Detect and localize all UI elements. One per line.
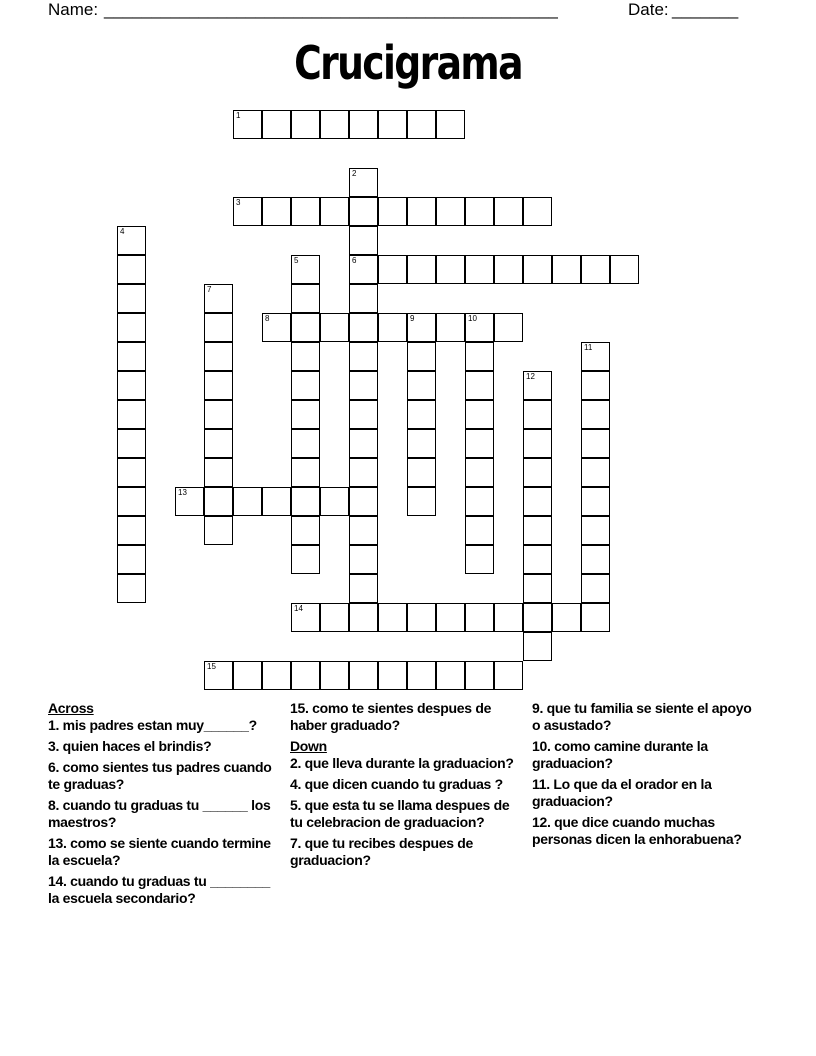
- crossword-cell[interactable]: [581, 371, 610, 400]
- crossword-cell[interactable]: [494, 255, 523, 284]
- crossword-cell[interactable]: [320, 603, 349, 632]
- crossword-cell[interactable]: [465, 516, 494, 545]
- crossword-cell[interactable]: [291, 197, 320, 226]
- crossword-cell[interactable]: [378, 197, 407, 226]
- crossword-cell[interactable]: [320, 110, 349, 139]
- crossword-cell[interactable]: [291, 603, 320, 632]
- clue-number: 11: [584, 343, 593, 352]
- crossword-cell[interactable]: [349, 545, 378, 574]
- crossword-cell[interactable]: [581, 574, 610, 603]
- clue-number: 9: [410, 314, 415, 323]
- across-clue-15: 15. como te sientes despues de haber graduado?: [290, 700, 492, 733]
- crossword-cell[interactable]: [349, 313, 378, 342]
- crossword-cell[interactable]: [581, 545, 610, 574]
- crossword-cell[interactable]: [436, 603, 465, 632]
- crossword-cell[interactable]: [233, 487, 262, 516]
- crossword-cell[interactable]: [465, 313, 494, 342]
- crossword-cell[interactable]: [117, 516, 146, 545]
- crossword-cell[interactable]: [436, 197, 465, 226]
- crossword-cell[interactable]: [494, 661, 523, 690]
- crossword-cell[interactable]: [320, 197, 349, 226]
- crossword-cell[interactable]: [291, 429, 320, 458]
- crossword-cell[interactable]: [581, 516, 610, 545]
- down-heading: Down: [290, 738, 327, 754]
- crossword-cell[interactable]: [610, 255, 639, 284]
- clue-column-1: [48, 700, 278, 911]
- crossword-cell[interactable]: [233, 110, 262, 139]
- name-label: Name:: [48, 0, 99, 19]
- clue-number: 14: [294, 604, 303, 613]
- crossword-cell[interactable]: [407, 110, 436, 139]
- crossword-cell[interactable]: [204, 661, 233, 690]
- crossword-cell[interactable]: [117, 342, 146, 371]
- crossword-cell[interactable]: [291, 371, 320, 400]
- crossword-cell[interactable]: [436, 661, 465, 690]
- page-title: Crucigrama: [294, 36, 522, 90]
- crossword-cell[interactable]: [581, 603, 610, 632]
- crossword-cell[interactable]: [204, 313, 233, 342]
- clue-number: 13: [178, 488, 187, 497]
- crossword-cell[interactable]: [465, 400, 494, 429]
- crossword-cell[interactable]: [465, 342, 494, 371]
- crossword-cell[interactable]: [523, 371, 552, 400]
- crossword-cell[interactable]: [523, 429, 552, 458]
- crossword-cell[interactable]: [291, 545, 320, 574]
- crossword-cell[interactable]: [407, 342, 436, 371]
- date-label: Date:: [628, 0, 669, 19]
- crossword-cell[interactable]: [291, 487, 320, 516]
- crossword-cell[interactable]: [523, 197, 552, 226]
- crossword-cell[interactable]: [494, 197, 523, 226]
- crossword-cell[interactable]: [291, 284, 320, 313]
- crossword-cell[interactable]: [349, 487, 378, 516]
- crossword-cell[interactable]: [349, 400, 378, 429]
- crossword-cell[interactable]: [465, 545, 494, 574]
- down-clue-4: 4. que dicen cuando tu graduas ?: [290, 776, 503, 792]
- clue-number: 10: [468, 314, 477, 323]
- crossword-cell[interactable]: [523, 487, 552, 516]
- crossword-cell[interactable]: [204, 400, 233, 429]
- across-heading: Across: [48, 700, 94, 716]
- crossword-cell[interactable]: [407, 487, 436, 516]
- clue-number: 4: [120, 227, 125, 236]
- crossword-cell[interactable]: [175, 487, 204, 516]
- crossword-cell[interactable]: [581, 458, 610, 487]
- crossword-cell[interactable]: [581, 429, 610, 458]
- crossword-cell[interactable]: [262, 110, 291, 139]
- crossword-cell[interactable]: [407, 255, 436, 284]
- crossword-cell[interactable]: [262, 661, 291, 690]
- crossword-cell[interactable]: [320, 661, 349, 690]
- crossword-cell[interactable]: [523, 574, 552, 603]
- down-clue-9: 9. que tu familia se siente el apoyo o asustado?: [532, 700, 752, 733]
- clue-number: 5: [294, 256, 299, 265]
- down-clue-7: 7. que tu recibes despues de graduacion?: [290, 835, 474, 868]
- crossword-cell[interactable]: [378, 603, 407, 632]
- crossword-cell[interactable]: [523, 603, 552, 632]
- clue-number: 6: [352, 256, 357, 265]
- crossword-cell[interactable]: [320, 487, 349, 516]
- crossword-cell[interactable]: [407, 661, 436, 690]
- crossword-cell[interactable]: [204, 284, 233, 313]
- crossword-cell[interactable]: [407, 313, 436, 342]
- crossword-cell[interactable]: [436, 110, 465, 139]
- crossword-cell[interactable]: [117, 371, 146, 400]
- crossword-cell[interactable]: [407, 429, 436, 458]
- across-clue-1: 1. mis padres estan muy______?: [48, 717, 257, 733]
- crossword-cell[interactable]: [320, 313, 349, 342]
- crossword-cell[interactable]: [117, 313, 146, 342]
- crossword-cell[interactable]: [291, 661, 320, 690]
- name-line: ________________________________________________: [104, 0, 558, 19]
- crossword-cell[interactable]: [349, 226, 378, 255]
- crossword-cell[interactable]: [349, 429, 378, 458]
- crossword-cell[interactable]: [117, 255, 146, 284]
- crossword-cell[interactable]: [117, 400, 146, 429]
- clue-number: 7: [207, 285, 212, 294]
- crossword-cell[interactable]: [523, 458, 552, 487]
- crossword-cell[interactable]: [494, 603, 523, 632]
- crossword-cell[interactable]: [204, 458, 233, 487]
- crossword-cell[interactable]: [291, 458, 320, 487]
- across-clue-6: 6. como sientes tus padres cuando te graduas?: [48, 759, 272, 792]
- crossword-cell[interactable]: [465, 429, 494, 458]
- clue-number: 15: [207, 662, 216, 671]
- across-clue-3: 3. quien haces el brindis?: [48, 738, 212, 754]
- crossword-cell[interactable]: [465, 661, 494, 690]
- crossword-cell[interactable]: [117, 429, 146, 458]
- crossword-cell[interactable]: [378, 661, 407, 690]
- crossword-cell[interactable]: [465, 603, 494, 632]
- crossword-cell[interactable]: [523, 516, 552, 545]
- down-clue-2: 2. que lleva durante la graduacion?: [290, 755, 514, 771]
- crossword-cell[interactable]: [349, 342, 378, 371]
- crossword-cell[interactable]: [204, 429, 233, 458]
- across-clue-14: 14. cuando tu graduas tu ________ la escuela secondario?: [48, 873, 270, 906]
- crossword-cell[interactable]: [262, 487, 291, 516]
- crossword-cell[interactable]: [117, 226, 146, 255]
- crossword-cell[interactable]: [291, 110, 320, 139]
- crossword-cell[interactable]: [378, 255, 407, 284]
- crossword-cell[interactable]: [465, 255, 494, 284]
- clue-column-2: [290, 700, 520, 873]
- crossword-cell[interactable]: [523, 632, 552, 661]
- crossword-cell[interactable]: [407, 197, 436, 226]
- crossword-cell[interactable]: [349, 603, 378, 632]
- crossword-cell[interactable]: [204, 487, 233, 516]
- crossword-cell[interactable]: [349, 168, 378, 197]
- clue-number: 8: [265, 314, 270, 323]
- crossword-cell[interactable]: [117, 487, 146, 516]
- crossword-cell[interactable]: [117, 545, 146, 574]
- crossword-cell[interactable]: [291, 313, 320, 342]
- date-line: _______: [672, 0, 739, 19]
- crossword-cell[interactable]: [204, 371, 233, 400]
- crossword-cell[interactable]: [465, 458, 494, 487]
- crossword-cell[interactable]: [117, 574, 146, 603]
- crossword-cell[interactable]: [349, 574, 378, 603]
- crossword-cell[interactable]: [523, 545, 552, 574]
- crossword-cell[interactable]: [378, 110, 407, 139]
- crossword-cell[interactable]: [291, 400, 320, 429]
- across-clue-13: 13. como se siente cuando termine la escuela?: [48, 835, 271, 868]
- crossword-cell[interactable]: [465, 197, 494, 226]
- crossword-cell[interactable]: [465, 487, 494, 516]
- crossword-cell[interactable]: [581, 342, 610, 371]
- crossword-cell[interactable]: [349, 516, 378, 545]
- crossword-cell[interactable]: [204, 342, 233, 371]
- crossword-cell[interactable]: [204, 516, 233, 545]
- crossword-cell[interactable]: [552, 255, 581, 284]
- clue-number: 1: [236, 111, 241, 120]
- crossword-cell[interactable]: [407, 400, 436, 429]
- across-clue-8: 8. cuando tu graduas tu ______ los maestros?: [48, 797, 271, 830]
- crossword-cell[interactable]: [349, 110, 378, 139]
- crossword-cell[interactable]: [349, 284, 378, 313]
- crossword-cell[interactable]: [262, 197, 291, 226]
- crossword-cell[interactable]: [349, 255, 378, 284]
- crossword-cell[interactable]: [291, 255, 320, 284]
- crossword-cell[interactable]: [349, 458, 378, 487]
- clue-number: 12: [526, 372, 535, 381]
- crossword-cell[interactable]: [349, 661, 378, 690]
- crossword-cell[interactable]: [465, 371, 494, 400]
- crossword-cell[interactable]: [407, 371, 436, 400]
- clue-column-3: [532, 700, 762, 852]
- crossword-cell[interactable]: [378, 313, 407, 342]
- crossword-cell[interactable]: [291, 516, 320, 545]
- crossword-cell[interactable]: [523, 400, 552, 429]
- crossword-cell[interactable]: [407, 603, 436, 632]
- crossword-cell[interactable]: [407, 458, 436, 487]
- crossword-cell[interactable]: [262, 313, 291, 342]
- crossword-cell[interactable]: [494, 313, 523, 342]
- crossword-cell[interactable]: [436, 313, 465, 342]
- down-clue-12: 12. que dice cuando muchas personas dicen la enhorabuena?: [532, 814, 742, 847]
- crossword-cell[interactable]: [581, 400, 610, 429]
- crossword-cell[interactable]: [117, 458, 146, 487]
- crossword-cell[interactable]: [581, 487, 610, 516]
- clue-number: 2: [352, 169, 357, 178]
- down-clue-10: 10. como camine durante la graduacion?: [532, 738, 708, 771]
- crossword-cell[interactable]: [552, 603, 581, 632]
- crossword-cell[interactable]: [233, 661, 262, 690]
- crossword-cell[interactable]: [436, 255, 465, 284]
- crossword-cell[interactable]: [291, 342, 320, 371]
- crossword-cell[interactable]: [117, 284, 146, 313]
- down-clue-5: 5. que esta tu se llama despues de tu celebracion de graduacion?: [290, 797, 510, 830]
- clue-number: 3: [236, 198, 241, 207]
- crossword-cell[interactable]: [349, 197, 378, 226]
- down-clue-11: 11. Lo que da el orador en la graduacion?: [532, 776, 712, 809]
- crossword-cell[interactable]: [233, 197, 262, 226]
- crossword-cell[interactable]: [349, 371, 378, 400]
- crossword-cell[interactable]: [581, 255, 610, 284]
- crossword-cell[interactable]: [523, 255, 552, 284]
